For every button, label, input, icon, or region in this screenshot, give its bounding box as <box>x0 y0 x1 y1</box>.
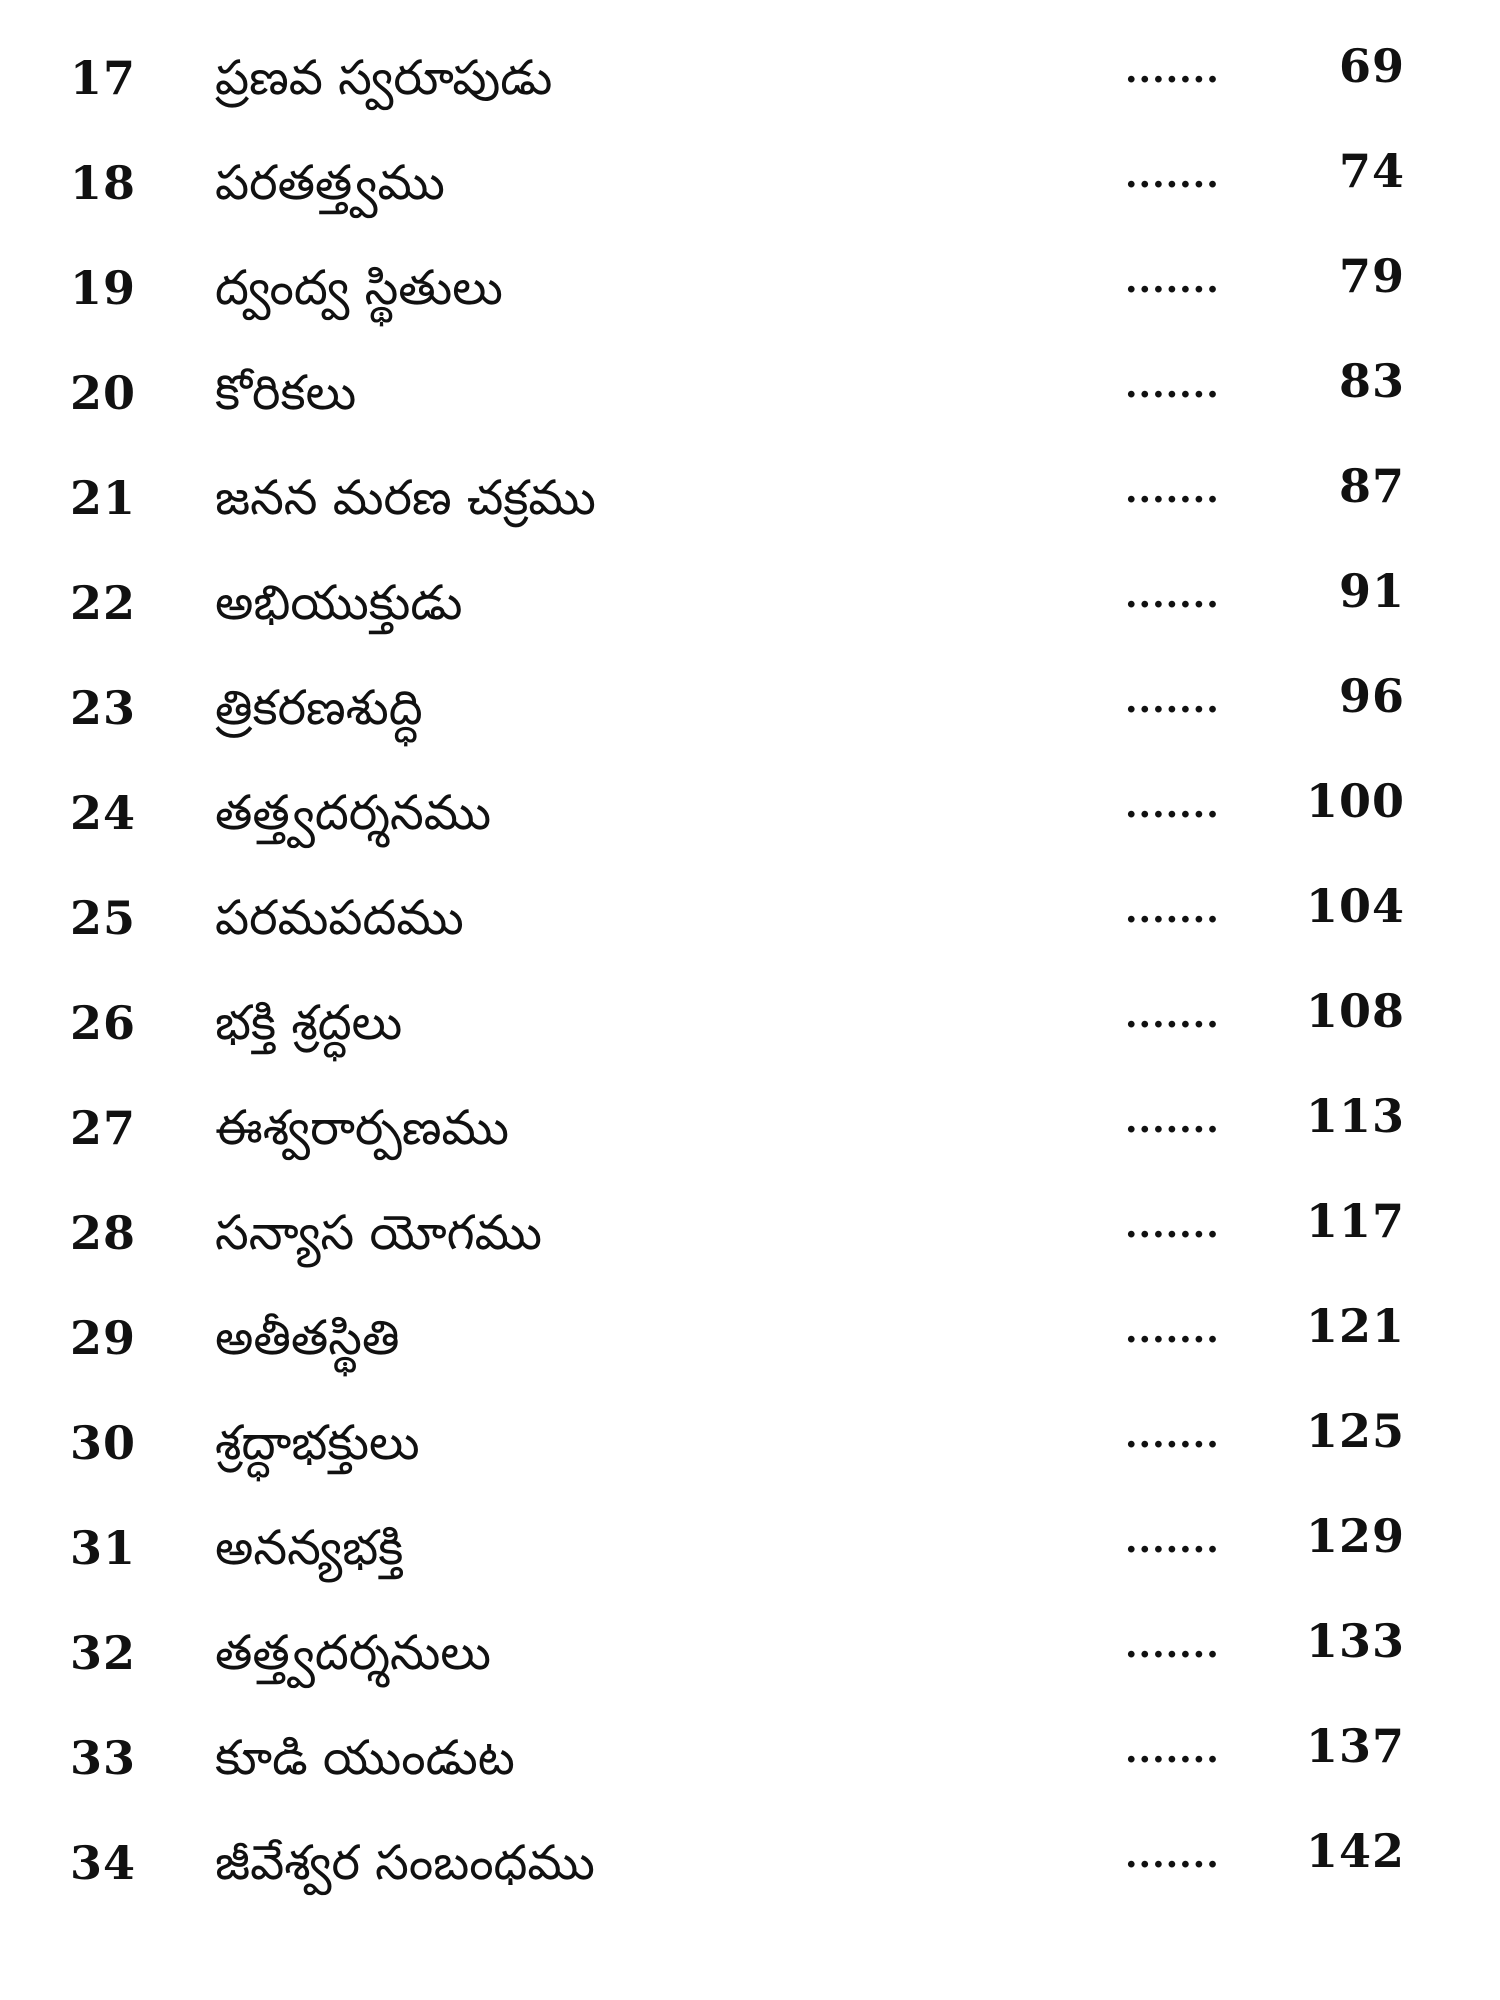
chapter-number: 28 <box>70 1206 137 1260</box>
chapter-title: తత్త్వదర్శనము <box>215 785 492 841</box>
page-number: 83 <box>1338 354 1405 408</box>
chapter-title: పరతత్త్వము <box>215 155 445 211</box>
dot-leader: ....... <box>1125 1834 1220 1876</box>
dot-leader: ....... <box>1125 259 1220 301</box>
chapter-title: ద్వంద్వ స్థితులు <box>215 260 503 316</box>
page-number: 96 <box>1338 669 1405 723</box>
chapter-title: అతీతస్థితి <box>215 1310 400 1366</box>
dot-leader: ....... <box>1125 469 1220 511</box>
toc-entry <box>0 1508 1500 1588</box>
chapter-title: తత్త్వదర్శనులు <box>215 1625 492 1681</box>
toc-entry <box>0 1823 1500 1903</box>
page-number: 113 <box>1305 1089 1405 1143</box>
chapter-title: ఈశ్వరార్పణము <box>215 1100 509 1156</box>
page-number: 129 <box>1305 1509 1405 1563</box>
toc-entry <box>0 773 1500 853</box>
chapter-title: భక్తి శ్రద్ధలు <box>215 995 403 1051</box>
chapter-number: 26 <box>70 996 137 1050</box>
chapter-title: కూడి యుండుట <box>215 1730 515 1786</box>
chapter-title: శ్రద్ధాభక్తులు <box>215 1415 420 1471</box>
chapter-title: అభియుక్తుడు <box>215 575 463 631</box>
page-number: 104 <box>1305 879 1405 933</box>
chapter-number: 29 <box>70 1311 137 1365</box>
dot-leader: ....... <box>1125 1414 1220 1456</box>
dot-leader: ....... <box>1125 1624 1220 1666</box>
dot-leader: ....... <box>1125 889 1220 931</box>
page-number: 125 <box>1305 1404 1405 1458</box>
page-number: 69 <box>1338 39 1405 93</box>
toc-entry <box>0 1613 1500 1693</box>
chapter-title: ప్రణవ స్వరూపుడు <box>215 50 553 106</box>
chapter-number: 25 <box>70 891 137 945</box>
dot-leader: ....... <box>1125 154 1220 196</box>
page-number: 142 <box>1305 1824 1405 1878</box>
dot-leader: ....... <box>1125 1204 1220 1246</box>
chapter-number: 20 <box>70 366 137 420</box>
chapter-number: 23 <box>70 681 137 735</box>
chapter-title: అనన్యభక్తి <box>215 1520 404 1576</box>
chapter-number: 22 <box>70 576 137 630</box>
chapter-number: 32 <box>70 1626 137 1680</box>
dot-leader: ....... <box>1125 364 1220 406</box>
chapter-number: 19 <box>70 261 137 315</box>
page-number: 108 <box>1305 984 1405 1038</box>
toc-entry <box>0 248 1500 328</box>
chapter-number: 33 <box>70 1731 137 1785</box>
toc-entry <box>0 1298 1500 1378</box>
dot-leader: ....... <box>1125 784 1220 826</box>
chapter-title: సన్యాస యోగము <box>215 1205 543 1261</box>
chapter-number: 24 <box>70 786 137 840</box>
chapter-title: కోరికలు <box>215 365 357 421</box>
dot-leader: ....... <box>1125 1309 1220 1351</box>
chapter-number: 30 <box>70 1416 137 1470</box>
chapter-title: జీవేశ్వర సంబంధము <box>215 1835 595 1891</box>
toc-entry <box>0 1403 1500 1483</box>
dot-leader: ....... <box>1125 1519 1220 1561</box>
chapter-title: పరమపదము <box>215 890 464 946</box>
page-number: 121 <box>1305 1299 1405 1353</box>
toc-entry <box>0 38 1500 118</box>
toc-entry <box>0 143 1500 223</box>
page-number: 133 <box>1305 1614 1405 1668</box>
dot-leader: ....... <box>1125 1099 1220 1141</box>
toc-entry <box>0 1088 1500 1168</box>
page-number: 74 <box>1338 144 1405 198</box>
page-number: 137 <box>1305 1719 1405 1773</box>
chapter-number: 31 <box>70 1521 137 1575</box>
dot-leader: ....... <box>1125 1729 1220 1771</box>
chapter-number: 27 <box>70 1101 137 1155</box>
dot-leader: ....... <box>1125 49 1220 91</box>
toc-entry <box>0 563 1500 643</box>
dot-leader: ....... <box>1125 679 1220 721</box>
toc-entry <box>0 878 1500 958</box>
chapter-title: త్రికరణశుద్ధి <box>215 680 423 736</box>
page-number: 79 <box>1338 249 1405 303</box>
chapter-number: 21 <box>70 471 137 525</box>
dot-leader: ....... <box>1125 574 1220 616</box>
toc-entry <box>0 983 1500 1063</box>
chapter-number: 17 <box>70 51 137 105</box>
chapter-number: 34 <box>70 1836 137 1890</box>
toc-entry <box>0 1718 1500 1798</box>
chapter-title: జనన మరణ చక్రము <box>215 470 596 526</box>
page-number: 87 <box>1338 459 1405 513</box>
page-number: 100 <box>1305 774 1405 828</box>
chapter-number: 18 <box>70 156 137 210</box>
page-number: 117 <box>1305 1194 1405 1248</box>
toc-entry <box>0 353 1500 433</box>
toc-entry <box>0 458 1500 538</box>
page-number: 91 <box>1338 564 1405 618</box>
dot-leader: ....... <box>1125 994 1220 1036</box>
toc-entry <box>0 668 1500 748</box>
toc-entry <box>0 1193 1500 1273</box>
